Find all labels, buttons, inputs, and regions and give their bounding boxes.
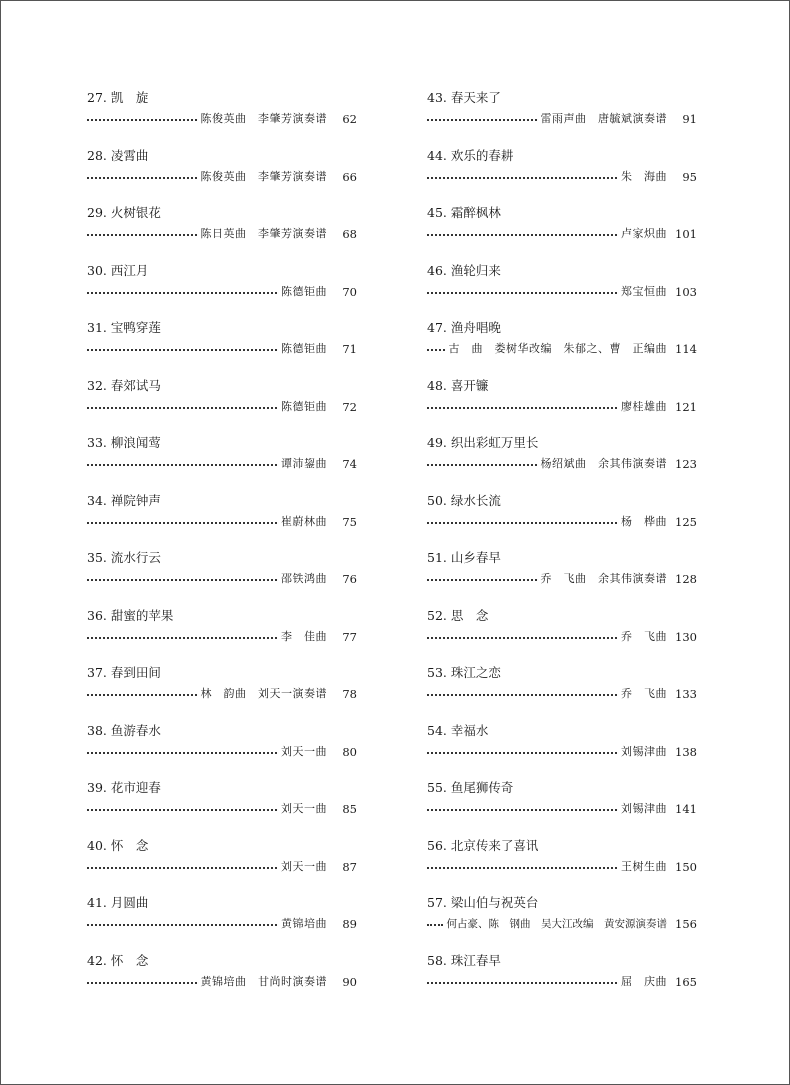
- toc-entry[interactable]: [87, 89, 357, 135]
- toc-entry[interactable]: [87, 204, 357, 250]
- toc-entry-title: 53. 珠江之恋: [427, 665, 501, 680]
- toc-entry[interactable]: [427, 434, 697, 480]
- dot-leader: [427, 522, 617, 524]
- toc-entry-detail: [427, 339, 697, 359]
- toc-entry-title: 50. 绿水长流: [427, 492, 501, 508]
- toc-entry[interactable]: [427, 607, 697, 653]
- toc-entry-title: 39. 花市迎春: [87, 780, 161, 795]
- dot-leader: [87, 752, 277, 754]
- toc-entry-credit: 崔蔚林曲: [281, 514, 327, 528]
- dot-leader: [427, 177, 617, 179]
- toc-entry-title: 46. 渔轮归来: [427, 262, 501, 278]
- toc-entry-detail: [427, 512, 697, 532]
- toc-entry-detail: [427, 569, 697, 589]
- toc-entry-title: 49. 织出彩虹万里长: [427, 435, 539, 450]
- toc-entry-detail: [427, 684, 697, 704]
- toc-entry-detail: [87, 569, 357, 589]
- toc-entry[interactable]: [87, 377, 357, 423]
- toc-entry-credit: 陈德钜曲: [281, 342, 327, 355]
- toc-entry-detail: [87, 857, 357, 877]
- dot-leader: [427, 752, 617, 754]
- toc-entry-page-number: 156: [675, 917, 697, 931]
- toc-entry-title: 37. 春到田间: [87, 665, 161, 680]
- toc-entry-detail: [87, 684, 357, 704]
- toc-entry-page-number: 128: [675, 572, 697, 586]
- toc-entry-detail: [87, 914, 357, 934]
- toc-entry-page-number: 78: [342, 687, 357, 701]
- toc-entry-detail: [87, 282, 357, 302]
- dot-leader: [87, 292, 277, 294]
- toc-entry-title: 51. 山乡春早: [427, 550, 501, 565]
- toc-entry-page-number: 72: [342, 399, 357, 414]
- toc-entry-title: 56. 北京传来了喜讯: [427, 837, 539, 853]
- toc-entry-detail: [87, 512, 357, 532]
- toc-entry[interactable]: [427, 894, 697, 940]
- toc-entry-page-number: 114: [675, 342, 697, 356]
- dot-leader: [427, 119, 537, 121]
- toc-entry-credit: 陈德钜曲: [281, 284, 327, 298]
- toc-entry-credit: 杨 桦曲: [621, 514, 667, 528]
- dot-leader: [87, 407, 277, 409]
- toc-entry-title: 36. 甜蜜的苹果: [87, 607, 174, 623]
- toc-entry-page-number: 85: [342, 802, 357, 816]
- toc-entry-credit: 谭沛鋆曲: [281, 457, 327, 470]
- toc-entry-credit: 郑宝恒曲: [621, 284, 667, 298]
- toc-entry-title: 45. 霜醉枫林: [427, 205, 501, 220]
- toc-entry-title: 35. 流水行云: [87, 550, 161, 565]
- toc-entry[interactable]: [427, 722, 697, 768]
- toc-entry-credit: 雷雨声曲 唐毓斌演奏谱: [540, 112, 667, 125]
- toc-entry-title: 40. 怀 念: [87, 837, 149, 853]
- toc-entry-page-number: 165: [675, 974, 697, 989]
- toc-entry-credit: 刘锡津曲: [621, 744, 667, 758]
- toc-entry[interactable]: [87, 837, 357, 883]
- toc-entry-detail: [427, 167, 697, 187]
- toc-entry-title: 28. 凌霄曲: [87, 147, 149, 163]
- toc-entry-title: 31. 宝鸭穿莲: [87, 320, 161, 335]
- toc-entry[interactable]: [87, 607, 357, 653]
- toc-entry-credit: 李 佳曲: [281, 629, 327, 643]
- toc-entry[interactable]: [427, 89, 697, 135]
- toc-entry[interactable]: [87, 664, 357, 710]
- toc-entry[interactable]: [87, 319, 357, 365]
- toc-entry-title: 38. 鱼游春水: [87, 722, 161, 738]
- toc-entry-detail: [427, 397, 697, 417]
- toc-entry-credit: 何占豪、陈 钢曲 吴大江改编 黄安源演奏谱: [446, 918, 667, 930]
- toc-entry-page-number: 76: [342, 572, 357, 586]
- toc-entry-credit: 邵铁鸿曲: [281, 572, 327, 585]
- toc-entry-credit: 乔 飞曲 余其伟演奏谱: [540, 572, 667, 585]
- toc-entry-page-number: 91: [682, 112, 697, 126]
- toc-entry-page-number: 130: [675, 629, 697, 644]
- dot-leader: [427, 809, 617, 811]
- toc-entry-detail: [87, 972, 357, 992]
- dot-leader: [87, 579, 277, 581]
- toc-entry-detail: [87, 224, 357, 244]
- toc-entry[interactable]: [427, 204, 697, 250]
- toc-entry[interactable]: [427, 779, 697, 825]
- toc-entry-detail: [87, 742, 357, 762]
- toc-entry-title: 57. 梁山伯与祝英台: [427, 895, 539, 910]
- toc-entry-title: 42. 怀 念: [87, 952, 149, 968]
- toc-entry-page-number: 121: [675, 399, 697, 414]
- toc-entry-credit: 黄锦培曲: [281, 917, 327, 930]
- dot-leader: [427, 349, 445, 351]
- toc-entry-detail: [427, 454, 697, 474]
- toc-entry-detail: [427, 857, 697, 877]
- toc-entry-detail: [87, 109, 357, 129]
- dot-leader: [427, 637, 617, 639]
- toc-entry[interactable]: [427, 147, 697, 193]
- toc-entry-credit: 陈俊英曲 李肇芳演奏谱: [200, 169, 327, 183]
- toc-entry-detail: [87, 167, 357, 187]
- toc-entry-page-number: 138: [675, 744, 697, 759]
- toc-entry-page-number: 70: [342, 284, 357, 299]
- toc-entry-page-number: 74: [342, 457, 357, 471]
- toc-entry-detail: [87, 799, 357, 819]
- toc-entry[interactable]: [427, 549, 697, 595]
- dot-leader: [87, 694, 197, 696]
- toc-entry-title: 32. 春郊试马: [87, 377, 161, 393]
- toc-entry-title: 41. 月圆曲: [87, 895, 149, 910]
- dot-leader: [87, 867, 277, 869]
- toc-entry-credit: 廖桂雄曲: [621, 399, 667, 413]
- toc-entry-title: 58. 珠江春早: [427, 952, 501, 968]
- toc-entry-detail: [87, 339, 357, 359]
- dot-leader: [427, 694, 617, 696]
- toc-entry-detail: [427, 742, 697, 762]
- dot-leader: [87, 177, 197, 179]
- toc-entry-page-number: 103: [675, 284, 697, 299]
- toc-entry[interactable]: [87, 952, 357, 998]
- toc-entry-page-number: 68: [342, 227, 357, 241]
- dot-leader: [427, 579, 537, 581]
- toc-entry-page-number: 133: [675, 687, 697, 701]
- toc-entry[interactable]: [427, 837, 697, 883]
- toc-entry-credit: 朱 海曲: [621, 169, 667, 183]
- toc-entry-detail: [427, 109, 697, 129]
- toc-entry[interactable]: [427, 664, 697, 710]
- dot-leader: [87, 924, 277, 926]
- toc-entry-credit: 杨绍斌曲 余其伟演奏谱: [540, 457, 667, 470]
- toc-entry-credit: 乔 飞曲: [621, 687, 667, 700]
- toc-entry-title: 33. 柳浪闻莺: [87, 435, 161, 450]
- toc-entry-credit: 刘天一曲: [281, 859, 327, 873]
- dot-leader: [87, 522, 277, 524]
- toc-entry-title: 27. 凯 旋: [87, 90, 149, 105]
- toc-entry-detail: [427, 914, 697, 934]
- toc-entry-page-number: 150: [675, 859, 697, 874]
- toc-entry-page-number: 80: [342, 744, 357, 759]
- dot-leader: [87, 464, 277, 466]
- toc-entry-title: 47. 渔舟唱晚: [427, 320, 501, 335]
- toc-entry-detail: [87, 454, 357, 474]
- toc-entry-detail: [427, 972, 697, 992]
- toc-entry-page-number: 75: [342, 514, 357, 529]
- toc-entry-page-number: 95: [682, 169, 697, 184]
- toc-entry-page-number: 141: [675, 802, 697, 816]
- toc-entry[interactable]: [87, 262, 357, 308]
- toc-entry-credit: 陈日英曲 李肇芳演奏谱: [200, 227, 327, 240]
- toc-entry-credit: 卢家炽曲: [621, 227, 667, 240]
- toc-entry-page-number: 123: [675, 457, 697, 471]
- dot-leader: [427, 867, 617, 869]
- toc-entry-detail: [427, 224, 697, 244]
- toc-entry-title: 34. 禅院钟声: [87, 492, 161, 508]
- toc-entry-credit: 黄锦培曲 甘尚时演奏谱: [200, 974, 327, 988]
- toc-entry-detail: [87, 627, 357, 647]
- dot-leader: [427, 407, 617, 409]
- toc-entry-detail: [87, 397, 357, 417]
- dot-leader: [427, 234, 617, 236]
- toc-entry-credit: 刘锡津曲: [621, 802, 667, 815]
- dot-leader: [87, 637, 277, 639]
- toc-entry-credit: 古 曲 娄树华改编 朱郁之、曹 正编曲: [448, 342, 667, 355]
- toc-entry-title: 44. 欢乐的春耕: [427, 147, 514, 163]
- toc-entry-page-number: 66: [342, 169, 357, 184]
- toc-entry[interactable]: [427, 377, 697, 423]
- toc-entry[interactable]: [427, 319, 697, 365]
- toc-entry-page-number: 90: [342, 974, 357, 989]
- toc-entry-credit: 屈 庆曲: [621, 974, 667, 988]
- toc-entry-credit: 陈德钜曲: [281, 399, 327, 413]
- toc-entry-page-number: 77: [342, 629, 357, 644]
- dot-leader: [427, 292, 617, 294]
- dot-leader: [87, 982, 197, 984]
- toc-entry-title: 55. 鱼尾狮传奇: [427, 780, 514, 795]
- toc-entry-title: 29. 火树银花: [87, 205, 161, 220]
- dot-leader: [87, 234, 197, 236]
- toc-entry-title: 54. 幸福水: [427, 722, 489, 738]
- toc-entry[interactable]: [87, 894, 357, 940]
- toc-entry-page-number: 89: [342, 917, 357, 931]
- toc-entry-detail: [427, 282, 697, 302]
- toc-entry[interactable]: [427, 492, 697, 538]
- toc-entry[interactable]: [87, 147, 357, 193]
- toc-entry-page-number: 101: [675, 227, 697, 241]
- toc-entry-title: 30. 西江月: [87, 262, 149, 278]
- toc-entry-page-number: 71: [342, 342, 357, 356]
- toc-entry-credit: 刘天一曲: [281, 744, 327, 758]
- dot-leader: [87, 349, 277, 351]
- dot-leader: [427, 464, 537, 466]
- dot-leader: [87, 809, 277, 811]
- dot-leader: [87, 119, 197, 121]
- toc-entry[interactable]: [87, 434, 357, 480]
- toc-entry[interactable]: [427, 952, 697, 998]
- toc-entry-detail: [427, 799, 697, 819]
- toc-entry-page-number: 125: [675, 514, 697, 529]
- toc-entry-credit: 王树生曲: [621, 859, 667, 873]
- toc-entry[interactable]: [427, 262, 697, 308]
- toc-entry-title: 43. 春天来了: [427, 90, 501, 105]
- toc-entry-credit: 刘天一曲: [281, 802, 327, 815]
- toc-entry-credit: 林 韵曲 刘天一演奏谱: [200, 687, 327, 700]
- toc-entry-title: 52. 思 念: [427, 607, 489, 623]
- toc-entry[interactable]: [87, 492, 357, 538]
- toc-entry-credit: 乔 飞曲: [621, 629, 667, 643]
- dot-leader: [427, 982, 617, 984]
- toc-entry[interactable]: [87, 779, 357, 825]
- toc-entry[interactable]: [87, 549, 357, 595]
- toc-entry-credit: 陈俊英曲 李肇芳演奏谱: [200, 112, 327, 125]
- toc-entry-page-number: 87: [342, 859, 357, 874]
- toc-entry-page-number: 62: [342, 112, 357, 126]
- toc-entry-title: 48. 喜开镰: [427, 377, 489, 393]
- toc-entry[interactable]: [87, 722, 357, 768]
- toc-entry-detail: [427, 627, 697, 647]
- dot-leader: [427, 924, 443, 926]
